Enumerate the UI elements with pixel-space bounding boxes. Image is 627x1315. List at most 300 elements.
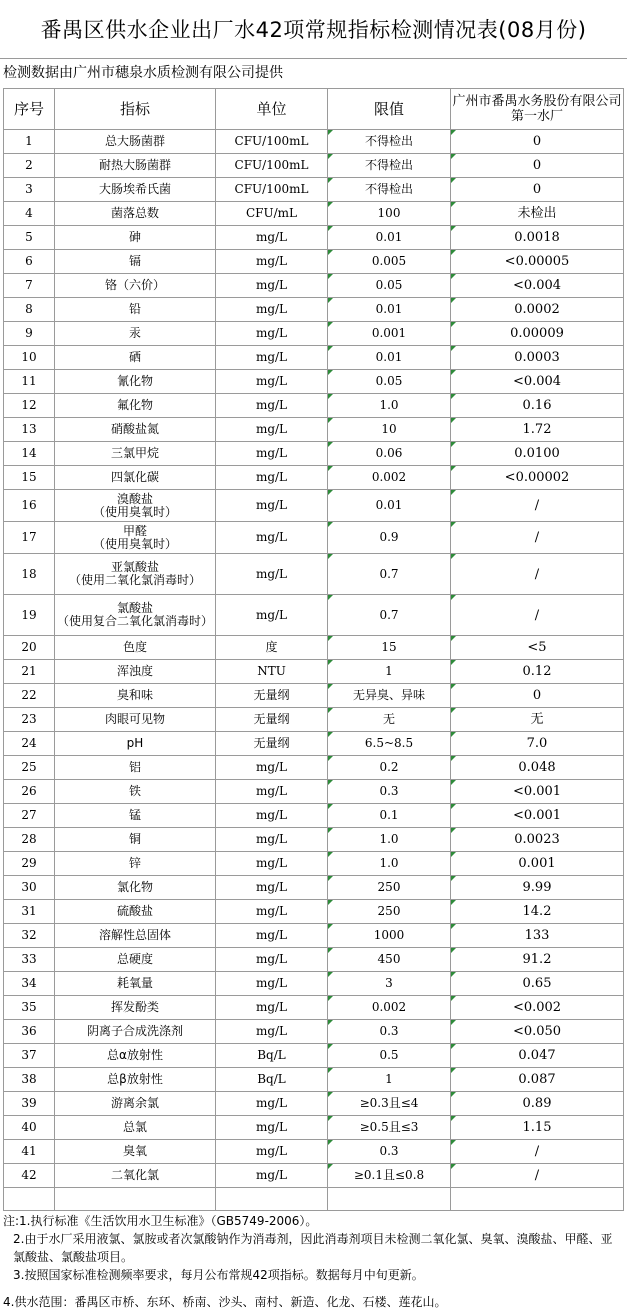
row-indicator	[55, 130, 216, 154]
row-index: 39	[4, 1092, 55, 1116]
table-row	[4, 418, 624, 442]
table-row	[4, 900, 624, 924]
indicator-name: 氰化物	[116, 374, 153, 388]
indicator-name: 硝酸盐氮	[110, 422, 159, 436]
row-index: 5	[4, 226, 55, 250]
row-index: 10	[4, 346, 55, 370]
row-index: 30	[4, 876, 55, 900]
row-result: 0	[451, 178, 624, 202]
row-unit: 无量纲	[216, 708, 328, 732]
row-index: 27	[4, 804, 55, 828]
row-index: 37	[4, 1044, 55, 1068]
row-limit: 不得检出	[328, 130, 451, 154]
row-limit: 不得检出	[328, 178, 451, 202]
row-limit: 0.5	[328, 1044, 451, 1068]
row-result: /	[451, 1140, 624, 1164]
row-indicator	[55, 298, 216, 322]
table-row	[4, 636, 624, 660]
table-row	[4, 442, 624, 466]
row-unit: CFU/mL	[216, 202, 328, 226]
row-limit: 1.0	[328, 828, 451, 852]
table-row	[4, 554, 624, 595]
row-result: /	[451, 1164, 624, 1188]
row-index: 14	[4, 442, 55, 466]
indicator-name: 臭氧	[122, 1144, 147, 1158]
row-result: 无	[451, 708, 624, 732]
row-index: 31	[4, 900, 55, 924]
row-indicator	[55, 756, 216, 780]
row-limit: 0.7	[328, 595, 451, 636]
row-result: <0.050	[451, 1020, 624, 1044]
table-row	[4, 996, 624, 1020]
row-limit: 0.3	[328, 1020, 451, 1044]
row-index: 36	[4, 1020, 55, 1044]
row-limit: 0.9	[328, 522, 451, 554]
row-unit: mg/L	[216, 804, 328, 828]
row-result: 0.001	[451, 852, 624, 876]
footnotes	[3, 1212, 623, 1284]
row-result: /	[451, 554, 624, 595]
table-row	[4, 756, 624, 780]
row-limit: 0.005	[328, 250, 451, 274]
row-unit: mg/L	[216, 322, 328, 346]
indicator-name: 游离余氯	[110, 1096, 159, 1110]
row-index: 40	[4, 1116, 55, 1140]
blank-cell	[4, 1188, 55, 1211]
indicator-name: 臭和味	[116, 688, 153, 702]
row-limit: 无异臭、异味	[328, 684, 451, 708]
indicator-name: 氯酸盐	[116, 601, 153, 615]
row-index: 33	[4, 948, 55, 972]
row-index: 20	[4, 636, 55, 660]
indicator-name: 溶解性总固体	[98, 928, 171, 942]
row-limit: 0.06	[328, 442, 451, 466]
row-result: 7.0	[451, 732, 624, 756]
table-row	[4, 154, 624, 178]
row-limit: 6.5~8.5	[328, 732, 451, 756]
table-row	[4, 972, 624, 996]
row-indicator	[55, 522, 216, 554]
row-index: 23	[4, 708, 55, 732]
table-row	[4, 828, 624, 852]
table-row	[4, 178, 624, 202]
supply-scope-note: 4.供水范围：番禺区市桥、东环、桥南、沙头、南村、新造、化龙、石楼、莲花山。	[3, 1295, 447, 1309]
row-unit: mg/L	[216, 226, 328, 250]
table-row	[4, 522, 624, 554]
row-result: 0	[451, 130, 624, 154]
row-limit: 0.01	[328, 298, 451, 322]
row-result: <5	[451, 636, 624, 660]
row-indicator	[55, 418, 216, 442]
row-index: 11	[4, 370, 55, 394]
row-limit: 0.001	[328, 322, 451, 346]
row-unit: mg/L	[216, 1116, 328, 1140]
row-limit: 10	[328, 418, 451, 442]
row-indicator	[55, 972, 216, 996]
row-limit: 0.01	[328, 346, 451, 370]
row-unit: mg/L	[216, 852, 328, 876]
indicator-name: 总α放射性	[107, 1048, 163, 1062]
row-result: <0.001	[451, 780, 624, 804]
row-result: /	[451, 490, 624, 522]
row-result: /	[451, 522, 624, 554]
row-unit: 无量纲	[216, 732, 328, 756]
blank-cell	[328, 1188, 451, 1211]
row-result: 9.99	[451, 876, 624, 900]
row-limit: 0.7	[328, 554, 451, 595]
indicator-condition: （使用臭氧时）	[92, 536, 177, 551]
row-indicator	[55, 178, 216, 202]
indicator-name: 总大肠菌群	[104, 134, 165, 148]
indicator-name: 甲醛	[122, 523, 147, 538]
table-row	[4, 130, 624, 154]
row-unit: mg/L	[216, 924, 328, 948]
row-result: 0	[451, 684, 624, 708]
row-unit: mg/L	[216, 1092, 328, 1116]
row-limit: 不得检出	[328, 154, 451, 178]
row-index: 26	[4, 780, 55, 804]
table-row	[4, 250, 624, 274]
indicator-name: 汞	[128, 326, 141, 340]
row-indicator	[55, 852, 216, 876]
indicator-name: 锌	[128, 856, 141, 870]
indicator-name: 耐热大肠菌群	[98, 158, 171, 172]
row-limit: 0.05	[328, 274, 451, 298]
row-indicator	[55, 828, 216, 852]
row-unit: CFU/100mL	[216, 178, 328, 202]
row-indicator	[55, 1164, 216, 1188]
row-index: 24	[4, 732, 55, 756]
row-indicator	[55, 202, 216, 226]
row-index: 17	[4, 522, 55, 554]
row-unit: Bq/L	[216, 1068, 328, 1092]
row-result: <0.00005	[451, 250, 624, 274]
row-unit: mg/L	[216, 522, 328, 554]
table-row	[4, 466, 624, 490]
row-unit: mg/L	[216, 595, 328, 636]
row-result: 91.2	[451, 948, 624, 972]
row-result: <0.004	[451, 274, 624, 298]
header-limit: 限值	[328, 89, 451, 130]
row-result: 133	[451, 924, 624, 948]
footnote-line: 2.由于水厂采用液氯、氯胺或者次氯酸钠作为消毒剂，因此消毒剂项目未检测二氧化氯、臭氧、溴酸盐、甲醛、亚氯酸盐、氯酸盐项目。	[13, 1232, 613, 1264]
footnote-line: 注:1.执行标准《生活饮用水卫生标准》（GB5749-2006）。	[3, 1214, 318, 1228]
title-divider	[0, 58, 627, 59]
row-unit: mg/L	[216, 756, 328, 780]
row-unit: mg/L	[216, 996, 328, 1020]
row-indicator	[55, 370, 216, 394]
row-limit: 15	[328, 636, 451, 660]
indicator-name: 铝	[128, 760, 141, 774]
row-indicator	[55, 660, 216, 684]
indicator-name: 铅	[128, 302, 141, 316]
row-result: 0.048	[451, 756, 624, 780]
row-index: 2	[4, 154, 55, 178]
row-result: 0.65	[451, 972, 624, 996]
row-unit: CFU/100mL	[216, 154, 328, 178]
row-result: 1.15	[451, 1116, 624, 1140]
row-indicator	[55, 226, 216, 250]
row-result: 0.0018	[451, 226, 624, 250]
row-result: 14.2	[451, 900, 624, 924]
table-row	[4, 298, 624, 322]
table-blank-row	[4, 1188, 624, 1211]
row-result: 未检出	[451, 202, 624, 226]
row-index: 22	[4, 684, 55, 708]
row-index: 9	[4, 322, 55, 346]
row-unit: mg/L	[216, 972, 328, 996]
row-unit: Bq/L	[216, 1044, 328, 1068]
table-row	[4, 1140, 624, 1164]
table-header-row	[4, 89, 624, 130]
header-plant	[451, 89, 624, 130]
row-index: 28	[4, 828, 55, 852]
table-row	[4, 708, 624, 732]
row-limit: 1	[328, 1068, 451, 1092]
row-unit: mg/L	[216, 948, 328, 972]
page-title: 番禺区供水企业出厂水42项常规指标检测情况表(08月份)	[40, 18, 587, 42]
table-row	[4, 852, 624, 876]
row-index: 3	[4, 178, 55, 202]
row-indicator	[55, 346, 216, 370]
indicator-name: 溴酸盐	[116, 491, 153, 506]
table-row	[4, 274, 624, 298]
row-unit: mg/L	[216, 554, 328, 595]
row-index: 32	[4, 924, 55, 948]
row-result: 0.89	[451, 1092, 624, 1116]
row-indicator	[55, 780, 216, 804]
row-indicator	[55, 636, 216, 660]
table-row	[4, 804, 624, 828]
row-indicator	[55, 1020, 216, 1044]
table-row	[4, 1020, 624, 1044]
row-indicator	[55, 996, 216, 1020]
row-limit: 0.01	[328, 490, 451, 522]
row-unit: 无量纲	[216, 684, 328, 708]
row-unit: mg/L	[216, 418, 328, 442]
row-indicator	[55, 1092, 216, 1116]
row-limit: 0.1	[328, 804, 451, 828]
table-row	[4, 370, 624, 394]
data-source-note: 检测数据由广州市穗泉水质检测有限公司提供	[3, 65, 283, 81]
row-result: 0.0023	[451, 828, 624, 852]
row-limit: 450	[328, 948, 451, 972]
row-indicator	[55, 1140, 216, 1164]
blank-cell	[216, 1188, 328, 1211]
row-unit: mg/L	[216, 780, 328, 804]
row-result: 0.0003	[451, 346, 624, 370]
row-unit: mg/L	[216, 1164, 328, 1188]
row-result: 0.0100	[451, 442, 624, 466]
row-index: 15	[4, 466, 55, 490]
row-unit: mg/L	[216, 1020, 328, 1044]
row-limit: 250	[328, 876, 451, 900]
indicator-name: 锰	[128, 808, 141, 822]
water-quality-table	[3, 88, 624, 1211]
row-limit: 0.3	[328, 1140, 451, 1164]
row-result: 0.0002	[451, 298, 624, 322]
indicator-name: 四氯化碳	[110, 470, 159, 484]
row-unit: mg/L	[216, 274, 328, 298]
row-limit: 0.01	[328, 226, 451, 250]
row-limit: 250	[328, 900, 451, 924]
indicator-name: 大肠埃希氏菌	[98, 182, 171, 196]
table-row	[4, 1044, 624, 1068]
indicator-name: 总β放射性	[107, 1072, 163, 1086]
indicator-name: 浑浊度	[116, 664, 153, 678]
row-limit: 1	[328, 660, 451, 684]
row-unit: mg/L	[216, 250, 328, 274]
row-result: 0	[451, 154, 624, 178]
row-result: /	[451, 595, 624, 636]
row-limit: 1000	[328, 924, 451, 948]
row-index: 16	[4, 490, 55, 522]
row-indicator	[55, 466, 216, 490]
row-limit: ≥0.5且≤3	[328, 1116, 451, 1140]
indicator-name: 菌落总数	[110, 206, 159, 220]
indicator-name: 耗氧量	[116, 976, 153, 990]
table-row	[4, 226, 624, 250]
row-index: 29	[4, 852, 55, 876]
table-row	[4, 394, 624, 418]
row-result: 1.72	[451, 418, 624, 442]
row-limit: 1.0	[328, 852, 451, 876]
row-indicator	[55, 322, 216, 346]
row-indicator	[55, 1044, 216, 1068]
header-indicator: 指标	[55, 89, 216, 130]
row-index: 35	[4, 996, 55, 1020]
table-row	[4, 490, 624, 522]
indicator-name: 亚氯酸盐	[110, 560, 159, 574]
blank-cell	[55, 1188, 216, 1211]
row-indicator	[55, 708, 216, 732]
indicator-name: 色度	[122, 640, 147, 654]
row-indicator	[55, 274, 216, 298]
row-index: 19	[4, 595, 55, 636]
indicator-name: 砷	[128, 230, 141, 244]
row-result: 0.00009	[451, 322, 624, 346]
row-index: 6	[4, 250, 55, 274]
indicator-name: 铜	[128, 832, 141, 846]
indicator-name: 阴离子合成洗涤剂	[86, 1024, 183, 1038]
row-limit: 0.002	[328, 466, 451, 490]
row-unit: NTU	[216, 660, 328, 684]
row-limit: 无	[328, 708, 451, 732]
table-row	[4, 948, 624, 972]
row-limit: 0.3	[328, 780, 451, 804]
table-row	[4, 780, 624, 804]
row-limit: 3	[328, 972, 451, 996]
indicator-name: 氯化物	[116, 880, 153, 894]
row-unit: mg/L	[216, 370, 328, 394]
row-unit: mg/L	[216, 900, 328, 924]
row-result: <0.004	[451, 370, 624, 394]
footnote-line: 3.按照国家标准检测频率要求，每月公布常规42项指标。数据每月中旬更新。	[13, 1268, 424, 1282]
row-indicator	[55, 595, 216, 636]
row-indicator	[55, 732, 216, 756]
table-row	[4, 924, 624, 948]
row-result: <0.002	[451, 996, 624, 1020]
row-index: 12	[4, 394, 55, 418]
row-index: 25	[4, 756, 55, 780]
indicator-name: 氟化物	[116, 398, 153, 412]
row-indicator	[55, 1116, 216, 1140]
row-index: 38	[4, 1068, 55, 1092]
row-unit: mg/L	[216, 394, 328, 418]
row-indicator	[55, 394, 216, 418]
indicator-name: 三氯甲烷	[110, 446, 159, 460]
row-result: <0.001	[451, 804, 624, 828]
table-row	[4, 1092, 624, 1116]
table-row	[4, 1164, 624, 1188]
row-unit: mg/L	[216, 298, 328, 322]
indicator-condition: （使用臭氧时）	[92, 504, 177, 519]
header-index: 序号	[4, 89, 55, 130]
header-plant-name: 第一水厂	[510, 109, 563, 124]
row-index: 13	[4, 418, 55, 442]
indicator-name: 铬（六价）	[104, 278, 165, 292]
row-unit: CFU/100mL	[216, 130, 328, 154]
row-result: 0.12	[451, 660, 624, 684]
row-indicator	[55, 442, 216, 466]
indicator-name: 硫酸盐	[116, 904, 153, 918]
indicator-condition: （使用二氧化氯消毒时）	[68, 573, 201, 587]
table-row	[4, 684, 624, 708]
row-limit: 100	[328, 202, 451, 226]
row-unit: mg/L	[216, 490, 328, 522]
row-indicator	[55, 900, 216, 924]
row-unit: mg/L	[216, 346, 328, 370]
table-row	[4, 202, 624, 226]
row-indicator	[55, 924, 216, 948]
table-row	[4, 1068, 624, 1092]
header-plant-company: 广州市番禺水务股份有限公司	[452, 94, 622, 109]
row-index: 8	[4, 298, 55, 322]
table-row	[4, 346, 624, 370]
row-indicator	[55, 1068, 216, 1092]
row-unit: mg/L	[216, 1140, 328, 1164]
header-unit: 单位	[216, 89, 328, 130]
table-row	[4, 876, 624, 900]
row-index: 34	[4, 972, 55, 996]
row-index: 18	[4, 554, 55, 595]
row-index: 1	[4, 130, 55, 154]
indicator-name: 挥发酚类	[110, 1000, 159, 1014]
table-row	[4, 595, 624, 636]
row-indicator	[55, 804, 216, 828]
row-indicator	[55, 554, 216, 595]
indicator-name: 总氯	[122, 1120, 147, 1134]
row-indicator	[55, 154, 216, 178]
row-result: 0.16	[451, 394, 624, 418]
row-index: 7	[4, 274, 55, 298]
indicator-name: 硒	[128, 350, 141, 364]
row-indicator	[55, 490, 216, 522]
row-limit: 0.002	[328, 996, 451, 1020]
row-indicator	[55, 876, 216, 900]
table-row	[4, 1116, 624, 1140]
indicator-condition: （使用复合二氧化氯消毒时）	[56, 614, 213, 628]
indicator-name: 铁	[128, 784, 141, 798]
indicator-name: 二氧化氯	[110, 1168, 159, 1182]
table-row	[4, 322, 624, 346]
row-unit: mg/L	[216, 876, 328, 900]
row-result: <0.00002	[451, 466, 624, 490]
row-result: 0.047	[451, 1044, 624, 1068]
table-row	[4, 732, 624, 756]
row-index: 42	[4, 1164, 55, 1188]
indicator-name: 镉	[128, 254, 141, 268]
